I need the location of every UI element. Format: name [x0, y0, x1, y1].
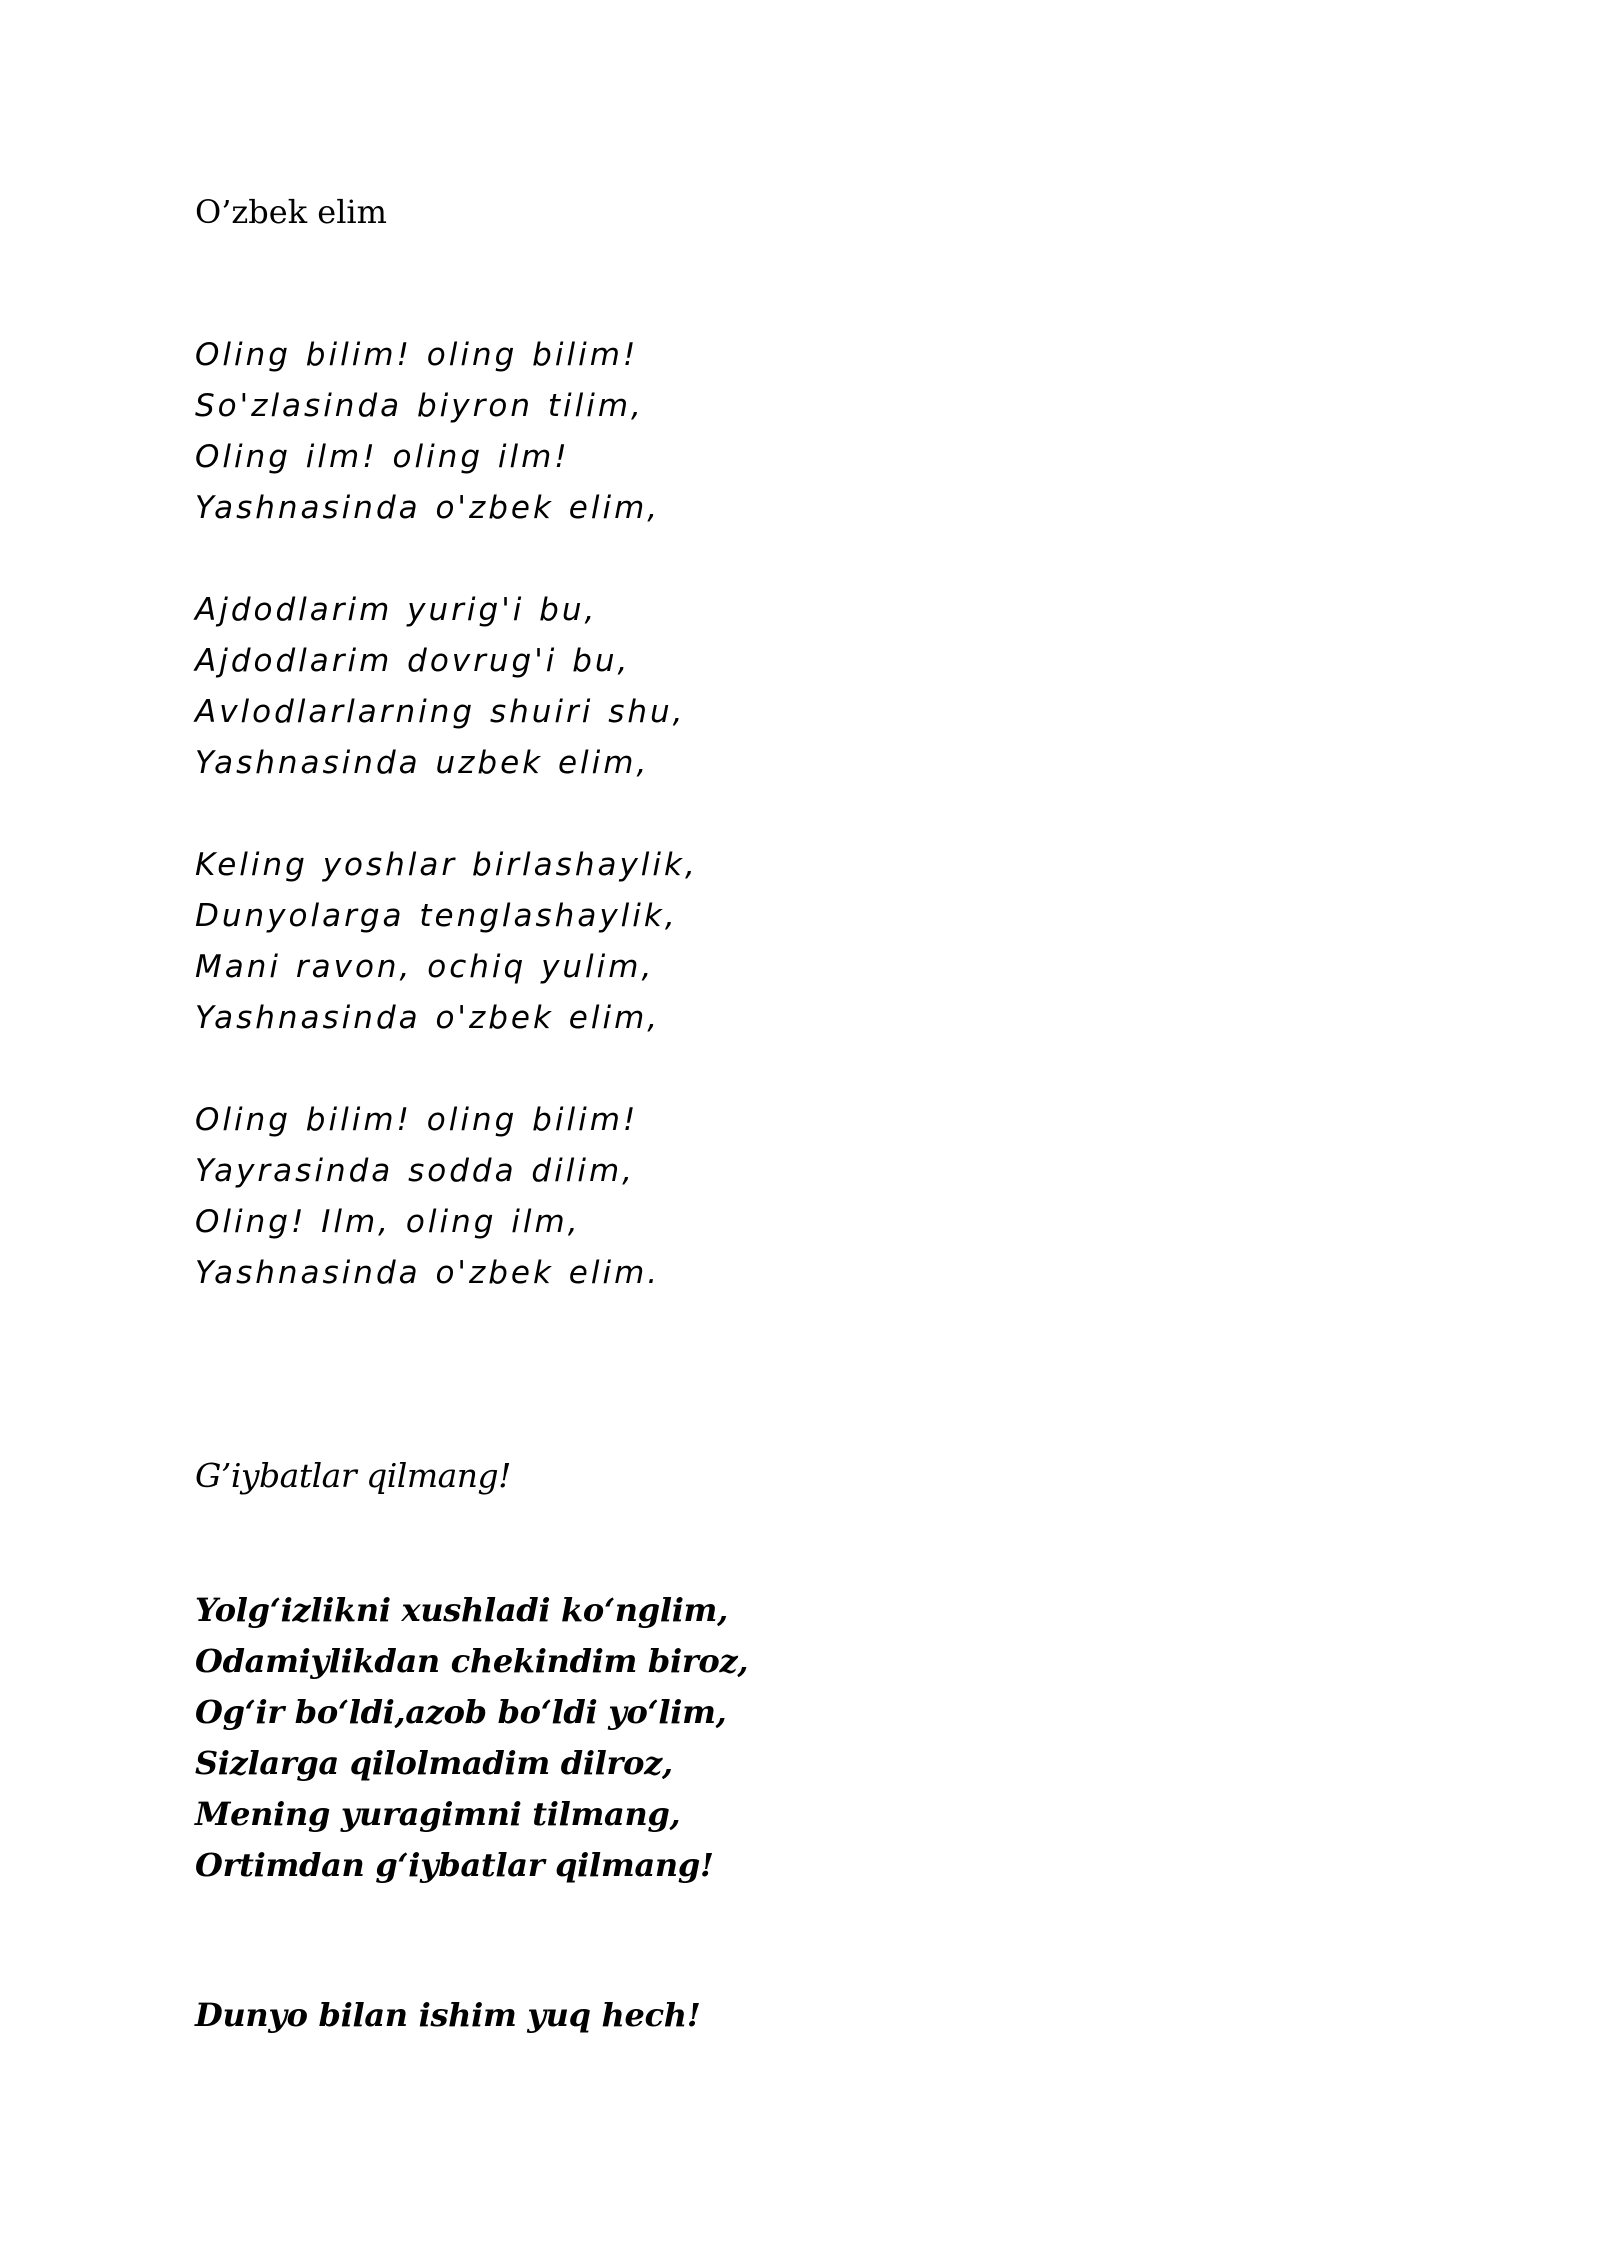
poem1-stanza-3	[195, 840, 698, 1044]
poem2-line: Sizlarga qilolmadim dilroz,	[195, 1744, 673, 1782]
poem2-title: G’iybatlar qilmang!	[195, 1456, 511, 1495]
poem1-stanza-4	[195, 1095, 698, 1299]
poem1-stanza-1	[195, 330, 698, 534]
poem2-line: Ortimdan gʻiybatlar qilmang!	[195, 1846, 714, 1884]
poem2-line: Odamiylikdan chekindim biroz,	[195, 1642, 749, 1680]
poem3-title: Dunyo bilan ishim yuq hech!	[195, 1996, 701, 2034]
poem2-body	[195, 1585, 748, 1891]
poem1-body	[195, 330, 698, 1350]
poem1-line: Mani ravon, ochiq yulim,	[195, 949, 655, 985]
poem1-line: Oling! Ilm, oling ilm,	[195, 1204, 581, 1240]
poem1-line: Oling bilim! oling bilim!	[195, 1102, 639, 1138]
poem1-line: Yashnasinda uzbek elim,	[195, 745, 650, 781]
poem1-line: Dunyolarga tenglashaylik,	[195, 898, 678, 934]
poem1-line: Yayrasinda sodda dilim,	[195, 1153, 636, 1189]
poem1-line: Yasℎnasinda o'zbek elim.	[195, 1255, 661, 1291]
poem1-title: O’zbek elim	[195, 193, 387, 231]
poem1-line: Ajdodlarim yurig'i bu,	[195, 592, 598, 628]
poem1-line: Keling yoshlar birlashaylik,	[195, 847, 698, 883]
poem1-line: Yashnasinda o'zbek elim,	[195, 490, 661, 526]
poem2-line: Yolgʻizlikni xushladi koʻnglim,	[195, 1591, 728, 1629]
poem1-stanza-2	[195, 585, 698, 789]
poem1-line: Avlodlarlarning shuiri shu,	[195, 694, 686, 730]
poem2-line: Ogʻir boʻldi,azob boʻldi yoʻlim,	[195, 1693, 727, 1731]
poem1-line: Ajdodlarim dovrug'i bu,	[195, 643, 631, 679]
poem1-line: So'zlasinda biyron tilim,	[195, 388, 644, 424]
poem1-line: Oling bilim! oling bilim!	[195, 337, 639, 373]
poem1-line: Oling ilm! oling ilm!	[195, 439, 570, 475]
poem1-line: Yashnasinda o'zbek elim,	[195, 1000, 661, 1036]
poem2-line: Mening yuragimni tilmang,	[195, 1795, 681, 1833]
